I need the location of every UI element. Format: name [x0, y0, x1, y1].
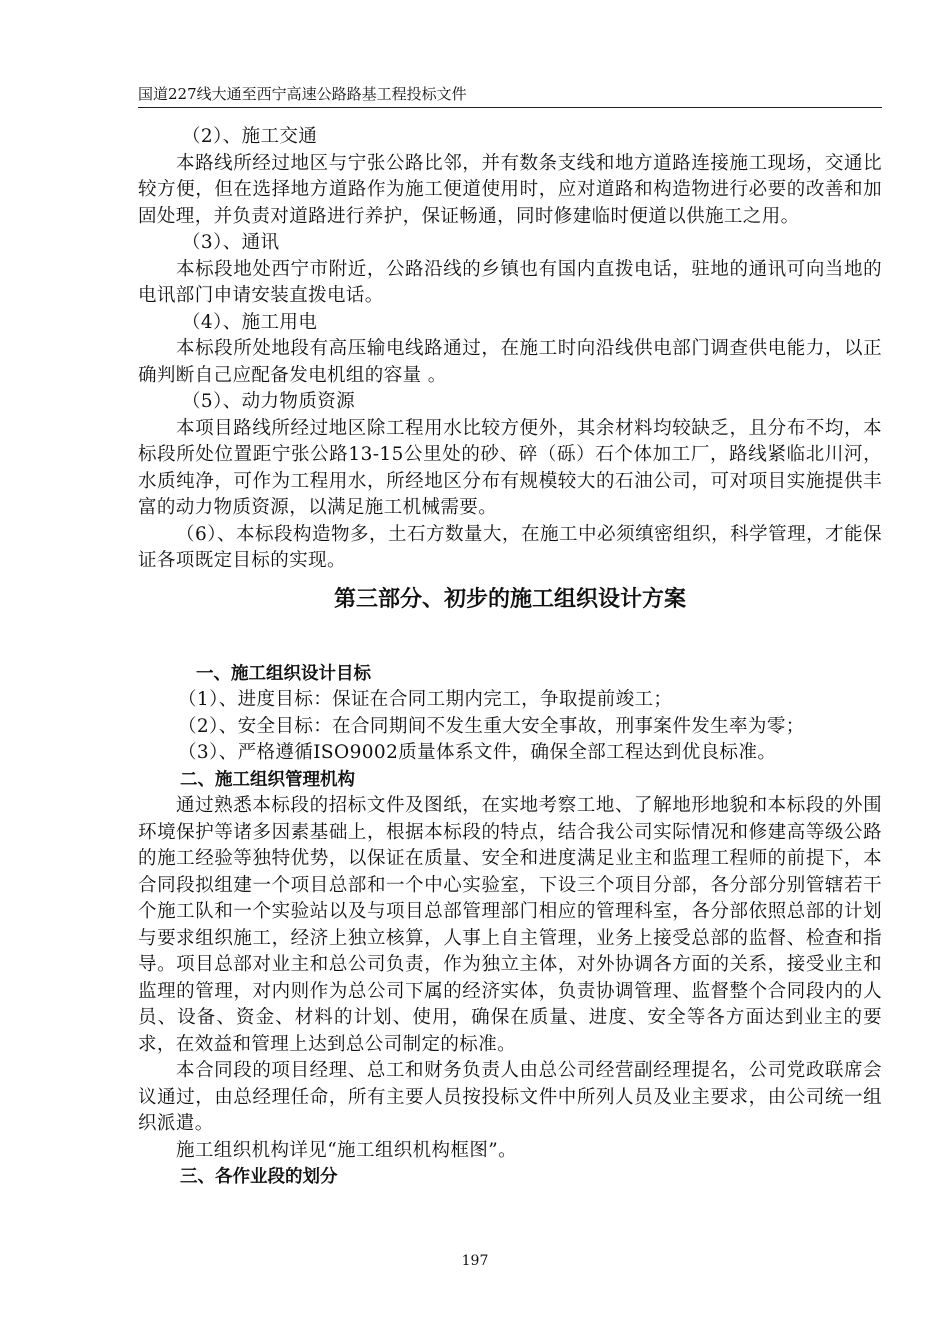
- page-header: 国道227线大通至西宁高速公路路基工程投标文件: [138, 84, 882, 108]
- section-heading-power: （4）、施工用电: [182, 311, 318, 333]
- goal-item-quality: （3）、严格遵循ISO9002质量体系文件，确保全部工程达到优良标准。: [178, 742, 777, 763]
- section-heading-communication: （3）、通讯: [182, 232, 280, 253]
- paragraph-org-chart-reference: 施工组织机构详见“施工组织机构框图”。: [176, 1139, 518, 1161]
- part-title: 第三部分、初步的施工组织设计方案: [333, 586, 686, 612]
- heading-work-section-division: 三、各作业段的划分: [180, 1167, 338, 1187]
- paragraph-resources: 本项目路线所经过地区除工程用水比较方便外，其余材料均较缺乏，且分布不均，本标段所处位置距宁张公路13-15公里处的砂、碎（砾）石个体加工厂，路线紧临北川河，水质纯净，可作为工程用水，所经地区分布有规模较大的石油公司，可对项目实施提供丰富的动力物质资源，以满足施工机械需要。: [138, 417, 882, 518]
- goal-item-schedule: （1）、进度目标：保证在合同工期内完工，争取提前竣工；: [178, 689, 673, 710]
- paragraph-key-personnel: 本合同段的项目经理、总工和财务负责人由总公司经营副经理提名，公司党政联席会议通过，由总经理任命，所有主要人员按投标文件中所列人员及业主要求，由公司统一组织派遣。: [138, 1060, 882, 1134]
- paragraph-management-structure: 通过熟悉本标段的招标文件及图纸，在实地考察工地、了解地形地貌和本标段的外围环境保护等诸多因素基础上，根据本标段的特点，结合我公司实际情况和修建高等级公路的施工经验等独特优势，以保证在质量、安全和进度满足业主和监理工程师的前提下，本合同段拟组建一个项目总部和一个中心实验室，下设三个项目分部，各分部分别管辖若干个施工队和一个实验站以及与项目总部管理部门相应的管理科室，各分部依照总部的计划与要求组织施工，经济上独立核算，人事上自主管理，业务上接受总部的监督、检查和指导。项目总部对业主和总公司负责，作为独立主体，对外协调各方面的关系，接受业主和监理的管理，对内则作为总公司下属的经济实体，负责协调管理、监督整个合同段内的人员、设备、资金、材料的计划、使用，确保在质量、进度、安全等各方面达到业主的要求，在效益和管理上达到总公司制定的标准。: [138, 795, 882, 1055]
- paragraph-traffic: 本路线所经过地区与宁张公路比邻，并有数条支线和地方道路连接施工现场，交通比较方便，但在选择地方道路作为施工便道使用时，应对道路和构造物进行必要的改善和加固处理，并负责对道路进行养护，保证畅通，同时修建临时便道以供施工之用。: [138, 152, 882, 227]
- section-heading-traffic: （2）、施工交通: [182, 126, 318, 147]
- heading-design-goals: 一、施工组织设计目标: [196, 663, 371, 684]
- paragraph-structures: （6）、本标段构造物多，土石方数量大，在施工中必须缜密组织，科学管理，才能保证各项既定目标的实现。: [138, 523, 882, 571]
- paragraph-communication: 本标段地处西宁市附近，公路沿线的乡镇也有国内直拨电话，驻地的通讯可向当地的电讯部门申请安装直拨电话。: [138, 258, 882, 306]
- goal-item-safety: （2）、安全目标：在合同期间不发生重大安全事故，刑事案件发生率为零；: [178, 715, 805, 737]
- section-heading-resources: （5）、动力物质资源: [182, 391, 356, 412]
- page-number: 197: [461, 1253, 489, 1269]
- heading-management-organization: 二、施工组织管理机构: [180, 769, 355, 790]
- document-body: [138, 124, 882, 1191]
- paragraph-power: 本标段所处地段有高压输电线路通过，在施工时向沿线供电部门调查供电能力，以正确判断自己应配备发电机组的容量 。: [138, 338, 882, 386]
